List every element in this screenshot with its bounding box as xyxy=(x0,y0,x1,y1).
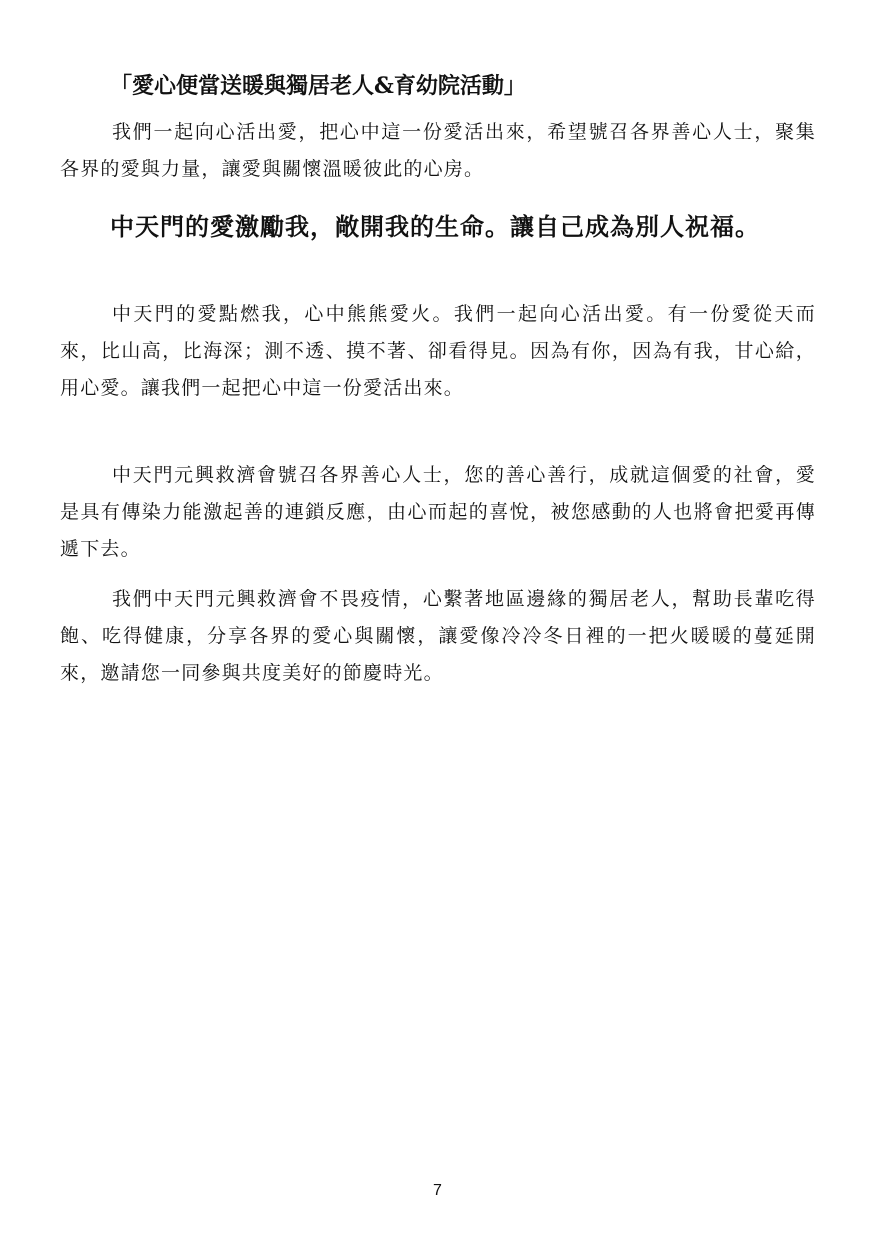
document-title: 「愛心便當送暖與獨居老人&育幼院活動」 xyxy=(110,73,526,99)
intro-paragraph: 我們一起向心活出愛，把心中這一份愛活出來，希望號召各界善心人士，聚集各界的愛與力量，讓愛與關懷溫暖彼此的心房。 xyxy=(60,121,816,180)
page-number: 7 xyxy=(433,1182,442,1199)
body-paragraph-1: 中天門的愛點燃我，心中熊熊愛火。我們一起向心活出愛。有一份愛從天而來，比山高，比海深；測不透、摸不著、卻看得見。因為有你，因為有我，甘心給，用心愛。讓我們一起把心中這一份愛活出來。 xyxy=(60,303,816,399)
body-paragraph-2: 中天門元興救濟會號召各界善心人士，您的善心善行，成就這個愛的社會，愛是具有傳染力能激起善的連鎖反應，由心而起的喜悅，被您感動的人也將會把愛再傳遞下去。 xyxy=(60,464,816,560)
body-paragraph-3: 我們中天門元興救濟會不畏疫情，心繫著地區邊緣的獨居老人，幫助長輩吃得飽、吃得健康，分享各界的愛心與關懷，讓愛像冷冷冬日裡的一把火暖暖的蔓延開來，邀請您一同參與共度美好的節慶時光。 xyxy=(60,588,816,684)
section-heading: 中天門的愛激勵我，敞開我的生命。讓自己成為別人祝福。 xyxy=(110,212,760,241)
